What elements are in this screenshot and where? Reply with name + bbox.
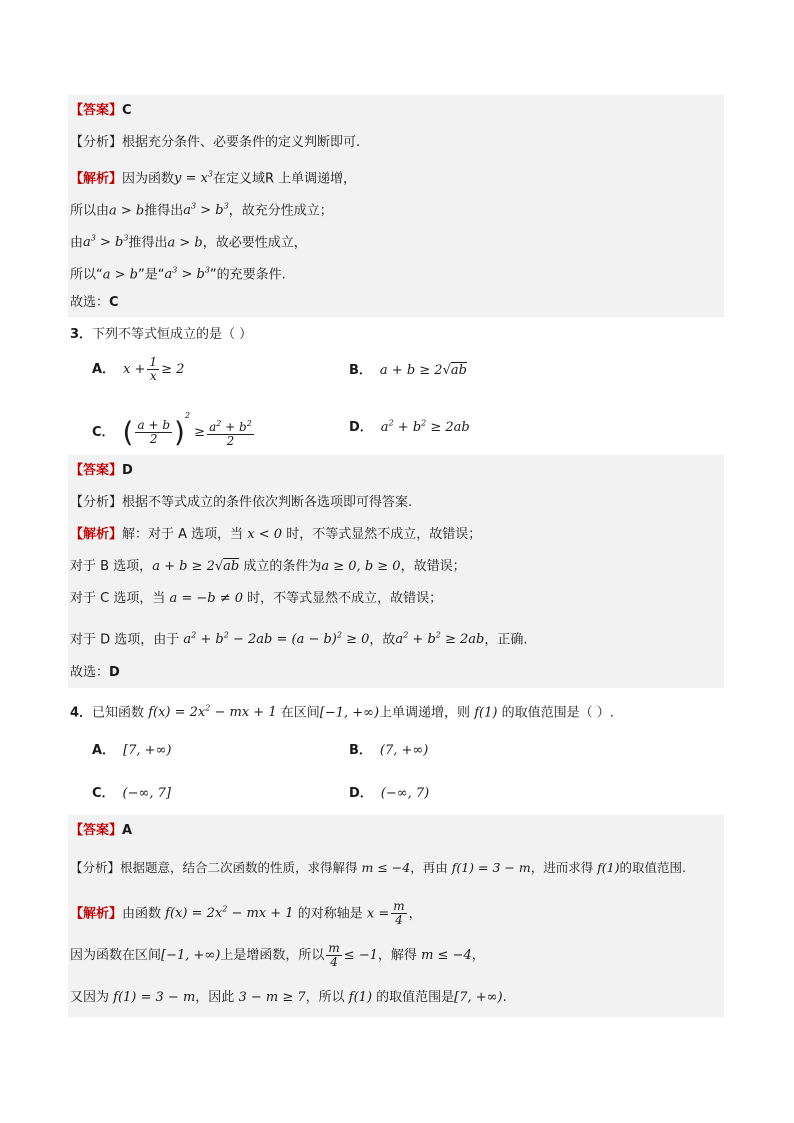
solution-line-2-3: 对于 C 选项，当 a = −b ≠ 0 时，不等式显然不成立，故错误； (70, 591, 443, 606)
option-4d[interactable]: D． (−∞, 7) (349, 786, 430, 801)
option-3b[interactable]: B． a + b ≥ 2√ab (349, 363, 467, 378)
analysis-line-2: 【分析】根据不等式成立的条件依次判断各选项即可得答案. (70, 495, 413, 510)
option-4b[interactable]: B． (7, +∞) (349, 743, 429, 758)
formula: $a^2 + b^2 \ge 2ab$ (380, 419, 470, 436)
fraction: $\frac{1}{x}$ (149, 355, 158, 383)
answer-value: C (122, 103, 132, 118)
solution-line-1-3: 由$a^3 > b^3$推得出a > b，故必要性成立， (70, 234, 307, 251)
option-3a[interactable]: A． x + $\frac{1}{x}$ ≥ 2 (92, 355, 185, 383)
analysis-text: 根据充分条件、必要条件的定义判断即可. (122, 135, 361, 150)
solution-line-2-1: 【解析】解：对于 A 选项，当 x < 0 时，不等式显然不成立，故错误； (70, 527, 482, 542)
answer-line-3: 【答案】A (70, 823, 133, 838)
formula: a + b ≥ 2√ab (379, 363, 467, 378)
formula: $y = x^3$ (174, 170, 213, 187)
analysis-label: 【分析】 (70, 135, 123, 150)
answer-label: 【答案】 (70, 103, 123, 118)
question-4-stem: 4．已知函数 $f(x) = 2x^2$ − mx + 1 在区间[−1, +∞)上单调递增，则 f(1) 的取值范围是（ ）. (70, 704, 614, 721)
formula: a > b (167, 235, 203, 251)
choose-line-1: 故选：C (70, 295, 119, 310)
analysis-line-1 (70, 133, 360, 153)
analysis-line-3: 【分析】根据题意，结合二次函数的性质，求得解得 m ≤ −4，再由 f(1) = 3 − m，进而求得 f(1)的取值范围. (70, 860, 686, 875)
question-3-stem: 3．下列不等式恒成立的是（ ） (70, 327, 253, 342)
solution-label: 【解析】 (70, 171, 123, 187)
option-3c[interactable]: C． ( $\frac{a + b}{2}$ )$^2$ ≥ $\frac{a^2 + b^2}{2}$ (92, 411, 252, 449)
fraction: $\frac{a + b}{2}$ (137, 418, 171, 446)
solution-line-2-2: 对于 B 选项，a + b ≥ 2√ab 成立的条件为a ≥ 0, b ≥ 0，故错误； (70, 559, 466, 574)
solution-line-3-1: 【解析】由函数 $f(x) = 2x^2$ − mx + 1 的对称轴是 x = $\frac{m}{4}$ ， (70, 899, 422, 928)
solution-line-2-4: 对于 D 选项，由于 $a^2 + b^2 - 2ab = (a - b)^2 \ge 0$，故$a^2 + b^2 \ge 2ab$，正确. (70, 631, 528, 648)
choose-line-2: 故选：D (70, 665, 120, 680)
solution-line-1-4: 所以“a > b”是“$a^3 > b^3$”的充要条件. (70, 266, 286, 283)
solution-line-3-3: 又因为 f(1) = 3 − m，因此 3 − m ≥ 7，所以 f(1) 的取值范围是[7, +∞). (70, 990, 507, 1005)
solution-line-1-2: 所以由a > b推得出$a^3 > b^3$，故充分性成立； (70, 202, 333, 219)
solution-line-1-1: 【解析】因为函数$y = x^3$在定义域R 上单调递增， (70, 170, 357, 187)
answer-line-1 (70, 101, 132, 121)
formula: $a^3 > b^3$ (183, 202, 229, 219)
formula: a > b (109, 203, 145, 219)
formula: $a^3 > b^3$ (164, 266, 210, 283)
formula: a > b (102, 267, 138, 283)
formula: $a^3 > b^3$ (83, 234, 129, 251)
formula: x + (123, 362, 146, 377)
fraction: $\frac{a^2 + b^2}{2}$ (209, 419, 252, 448)
solution-line-3-2: 因为函数在区间[−1, +∞)上是增函数，所以 $\frac{m}{4}$ ≤ −1，解得 m ≤ −4， (70, 941, 485, 969)
option-4c[interactable]: C． (−∞, 7] (92, 786, 171, 801)
answer-line-2: 【答案】D (70, 463, 133, 478)
option-3d[interactable]: D． $a^2 + b^2 \ge 2ab$ (349, 419, 470, 436)
option-4a[interactable]: A． [7, +∞) (92, 743, 172, 758)
